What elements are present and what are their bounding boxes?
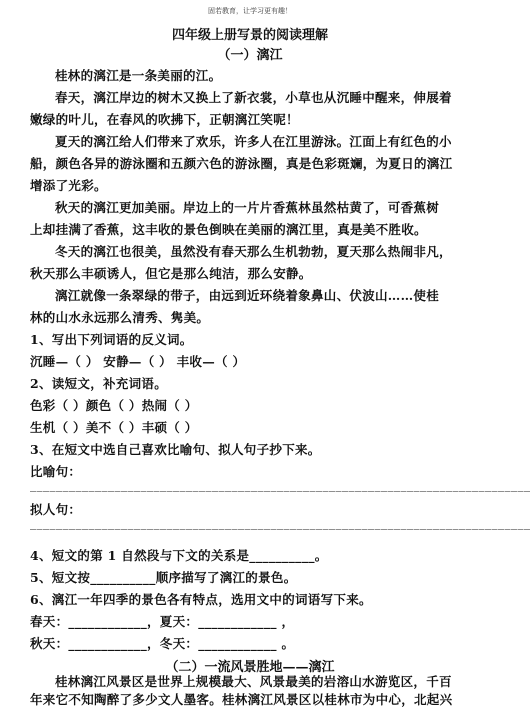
paragraph-line: 秋天那么丰硕诱人，但它是那么纯洁，那么安静。 — [30, 266, 312, 281]
paragraph-line: 年来它不知陶醉了多少文人墨客。桂林漓江风景区以桂林市为中心，北起兴 — [30, 692, 453, 707]
paragraph-line: 冬天的漓江也很美，虽然没有春天那么生机勃勃，夏天那么热闹非凡， — [55, 244, 452, 259]
question-2-row-1: 色彩（ ）颜色（ ）热闹（ ） — [30, 398, 198, 413]
question-2: 2、读短文，补充词语。 — [30, 376, 167, 391]
paragraph-line: 林的山水永远那么清秀、隽美。 — [30, 310, 210, 325]
paragraph-line: 漓江就像一条翠绿的带子，由远到近环绕着象鼻山、伏波山……使桂 — [55, 288, 440, 303]
paragraph-line: 嫩绿的叶儿，在春风的吹拂下，正朝漓江笑呢！ — [30, 112, 299, 127]
page-title: 四年级上册写景的阅读理解 — [171, 28, 328, 43]
paragraph-line: 春天，漓江岸边的树木又换上了新衣裳，小草也从沉睡中醒来，伸展着 — [55, 90, 452, 105]
question-3: 3、在短文中选自己喜欢比喻句、拟人句子抄下来。 — [30, 442, 321, 457]
question-5: 5、短文按__________顺序描写了漓江的景色。 — [30, 570, 297, 585]
personification-label: 拟人句： — [30, 502, 82, 517]
page-header: 固若教育，让学习更有趣！ — [208, 7, 292, 15]
paragraph-line: 秋天的漓江更加美丽。岸边上的一片片香蕉林虽然枯黄了，可香蕉树 — [55, 200, 440, 215]
question-2-row-2: 生机（ ）美不（ ）丰硕（ ） — [30, 420, 198, 435]
section-1-title: （一）漓江 — [217, 48, 283, 63]
paragraph-line: 夏天的漓江给人们带来了欢乐，许多人在江里游泳。江面上有红色的小 — [55, 134, 452, 149]
answer-line: _____________________________________________________________________________ — [30, 478, 531, 492]
section-2-title: （二）一流风景胜地——漓江 — [165, 660, 335, 675]
answer-line: _____________________________________________________________________________ — [30, 516, 531, 530]
paragraph-line: 桂林漓江风景区是世界上规模最大、风景最美的岩溶山水游览区，千百 — [55, 674, 452, 689]
paragraph-line: 增添了光彩。 — [30, 178, 107, 193]
question-1-items: 沉睡—（ ） 安静—（ ） 丰收—（ ） — [30, 354, 246, 369]
paragraph-line: 上却挂满了香蕉，这丰收的景色倒映在美丽的漓江里，真是美不胜收。 — [30, 222, 427, 237]
question-6-row-2: 秋天：____________，冬天：____________ 。 — [30, 636, 295, 651]
paragraph-line: 船，颜色各异的游泳圈和五颜六色的游泳圈，真是色彩斑斓，为夏日的漓江 — [30, 156, 453, 171]
question-6-row-1: 春天：____________，夏天：____________ ， — [30, 614, 295, 629]
question-1: 1、写出下列词语的反义词。 — [30, 332, 193, 347]
paragraph-line: 桂林的漓江是一条美丽的江。 — [55, 68, 222, 83]
question-6: 6、漓江一年四季的景色各有特点，选用文中的词语写下来。 — [30, 592, 372, 607]
simile-label: 比喻句： — [30, 464, 82, 479]
question-4: 4、短文的第 1 自然段与下文的关系是__________。 — [30, 548, 328, 563]
